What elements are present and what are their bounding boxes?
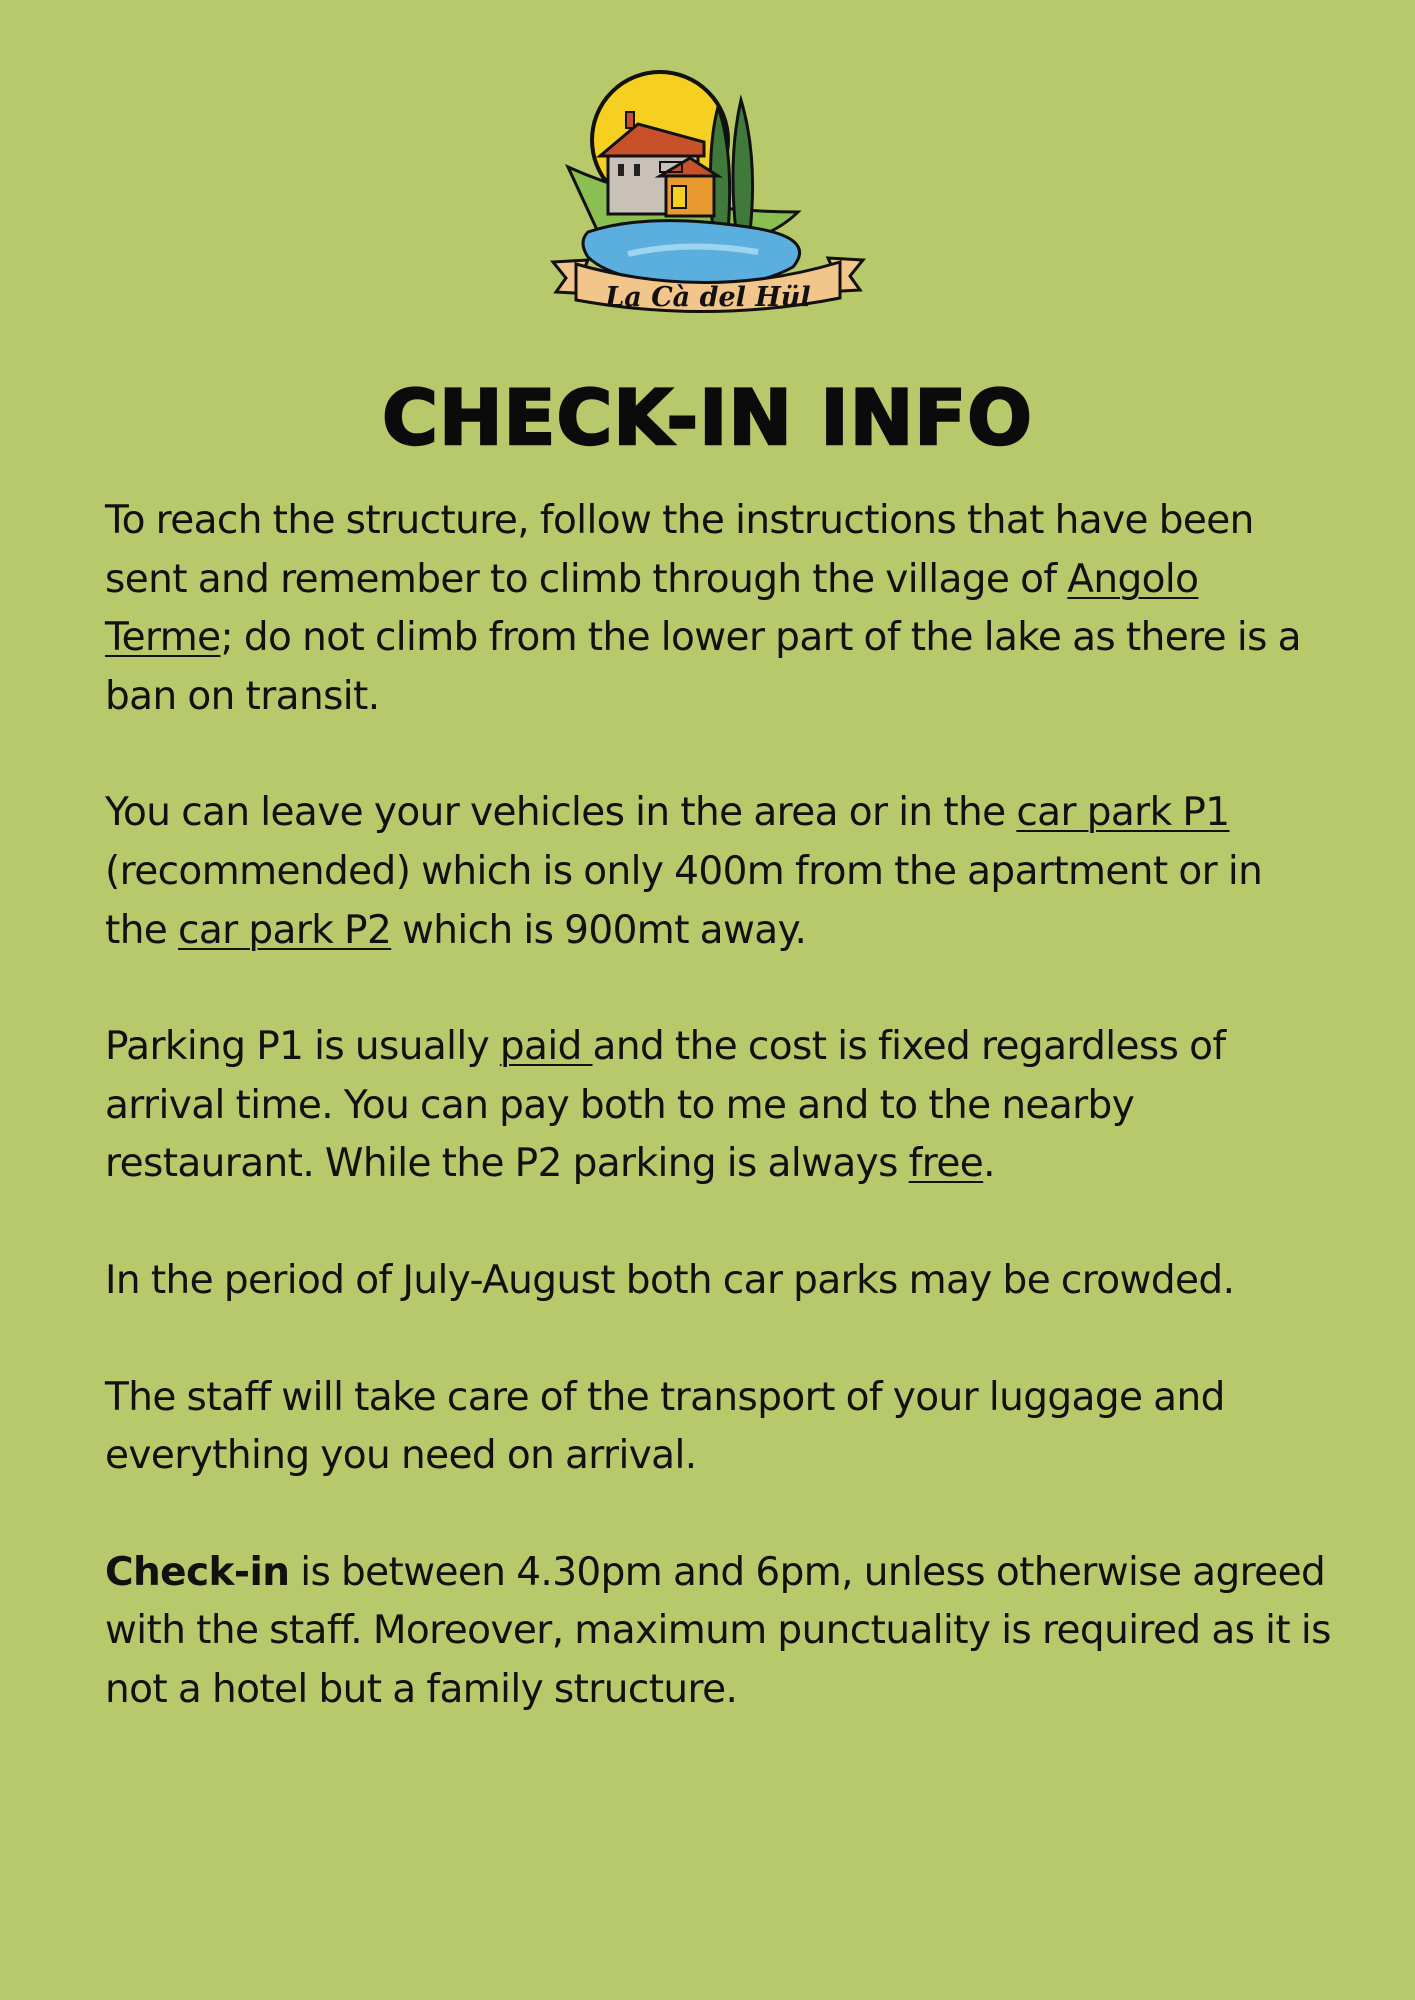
car-park-p2-link[interactable]: car park P2	[178, 907, 392, 953]
paragraph-text: ; do not climb from the lower part of the lake as there is a ban on transit.	[105, 615, 1301, 719]
paragraph-text: The staff will take care of the transport of your luggage and everything you need on arrival.	[105, 1374, 1225, 1479]
paragraph-text: Parking P1 is usually	[105, 1024, 500, 1070]
paragraph-text: In the period of July-August both car parks may be crowded.	[105, 1257, 1235, 1303]
angolo-terme-link[interactable]: Angolo Terme	[105, 556, 1199, 661]
car-park-p1-link[interactable]: car park P1	[1016, 790, 1230, 836]
paragraph-text: You can leave your vehicles in the area or in the	[105, 790, 1017, 836]
paragraph-text: To reach the structure, follow the instructions that have been sent and remember to climb through the village of	[105, 498, 1254, 602]
paragraph-luggage	[105, 1369, 1335, 1486]
paragraph-directions	[105, 492, 1335, 726]
paid-emphasis: paid	[499, 1024, 593, 1070]
paragraph-text: is between 4.30pm and 6pm, unless otherwise agreed with the staff. Moreover, maximum punctuality is required as it is not a hotel but a family structure.	[105, 1549, 1331, 1712]
free-emphasis: free	[908, 1141, 984, 1187]
paragraph-text: which is 900mt away.	[391, 907, 807, 953]
page-title: CHECK-IN INFO	[382, 373, 1033, 462]
paragraph-summer	[105, 1252, 1335, 1311]
checkin-label: Check-in	[105, 1549, 290, 1595]
logo	[548, 62, 868, 332]
paragraph-parking-cost	[105, 1018, 1335, 1194]
logo-wordmark: La Cà del Hül	[605, 282, 811, 313]
paragraph-parking	[105, 784, 1335, 960]
house-lake-logo-icon	[548, 62, 868, 332]
paragraph-text: (recommended) which is only 400m from the apartment or in the	[105, 848, 1263, 953]
paragraph-text: and the cost is fixed regardless of arrival time. You can pay both to me and to the nearby restaurant. While the P2 parking is always	[105, 1024, 1226, 1187]
paragraph-text: .	[983, 1141, 995, 1187]
paragraph-checkin-time	[105, 1544, 1335, 1720]
content	[105, 492, 1335, 1778]
